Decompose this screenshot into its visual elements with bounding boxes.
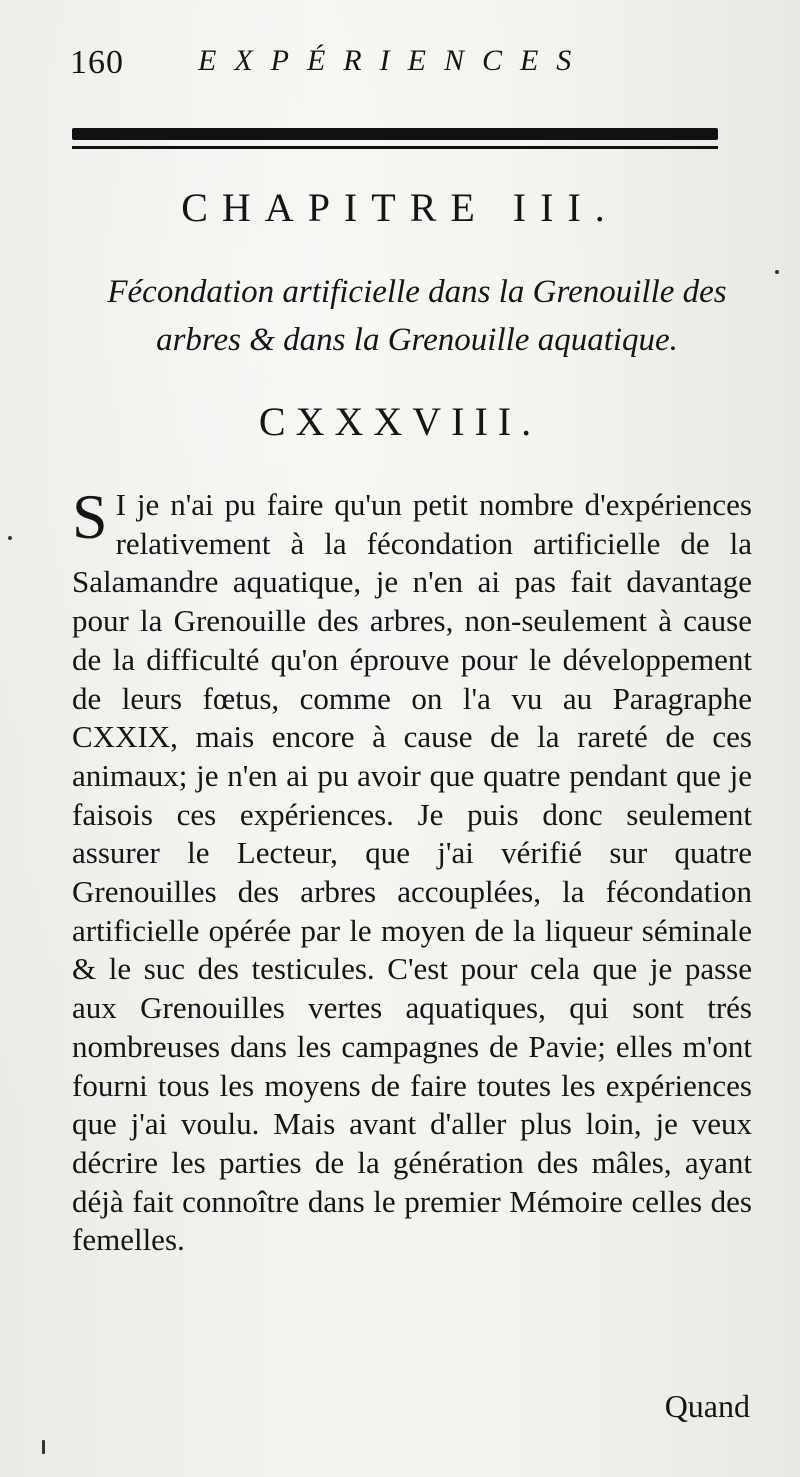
ink-speck [8, 536, 12, 540]
body-text: I je n'ai pu faire qu'un petit nombre d'expériences relativement à la fécondation artificielle de la Salamandre aquatique, je n'en ai pas fait davantage pour la Grenouille des arbres, non-seulement à cause de la difficulté qu'on éprouve pour le développement de leurs fœtus, comme on l'a vu au Paragraphe CXXIX, mais encore à cause de la rareté de ces animaux; je n'en ai pu avoir que quatre pendant que je faisois ces expériences. Je puis donc seulement assurer le Lecteur, que j'ai vérifié sur quatre Grenouilles des arbres accouplées, la fécondation artificielle opérée par le moyen de la liqueur séminale & le suc des testicules. C'est pour cela que je passe aux Grenouilles vertes aquatiques, qui sont trés nombreuses dans les campagnes de Pavie; elles m'ont fourni tous les moyens de faire toutes les expériences que j'ai voulu. Mais avant d'aller plus loin, je veux décrire les parties de la génération des mâles, ayant déjà fait connoître dans le premier Mémoire celles des femelles. [72, 487, 752, 1258]
chapter-heading: CHAPITRE III. [181, 185, 619, 230]
header-rule-thick [72, 128, 718, 140]
catchword: Quand [664, 1388, 750, 1424]
running-head [70, 44, 690, 84]
drop-cap: S [72, 481, 108, 552]
header-rule-thin [72, 146, 718, 149]
ink-speck [42, 1440, 45, 1454]
chapter-subtitle: Fécondation artificielle dans la Grenouille des arbres & dans la Grenouille aquatique. [107, 274, 727, 358]
ink-speck [775, 270, 779, 274]
running-title: EXPÉRIENCES [198, 44, 590, 77]
body-paragraph [72, 481, 752, 1260]
section-number: CXXXVIII. [258, 399, 542, 444]
page-number: 160 [70, 44, 124, 81]
